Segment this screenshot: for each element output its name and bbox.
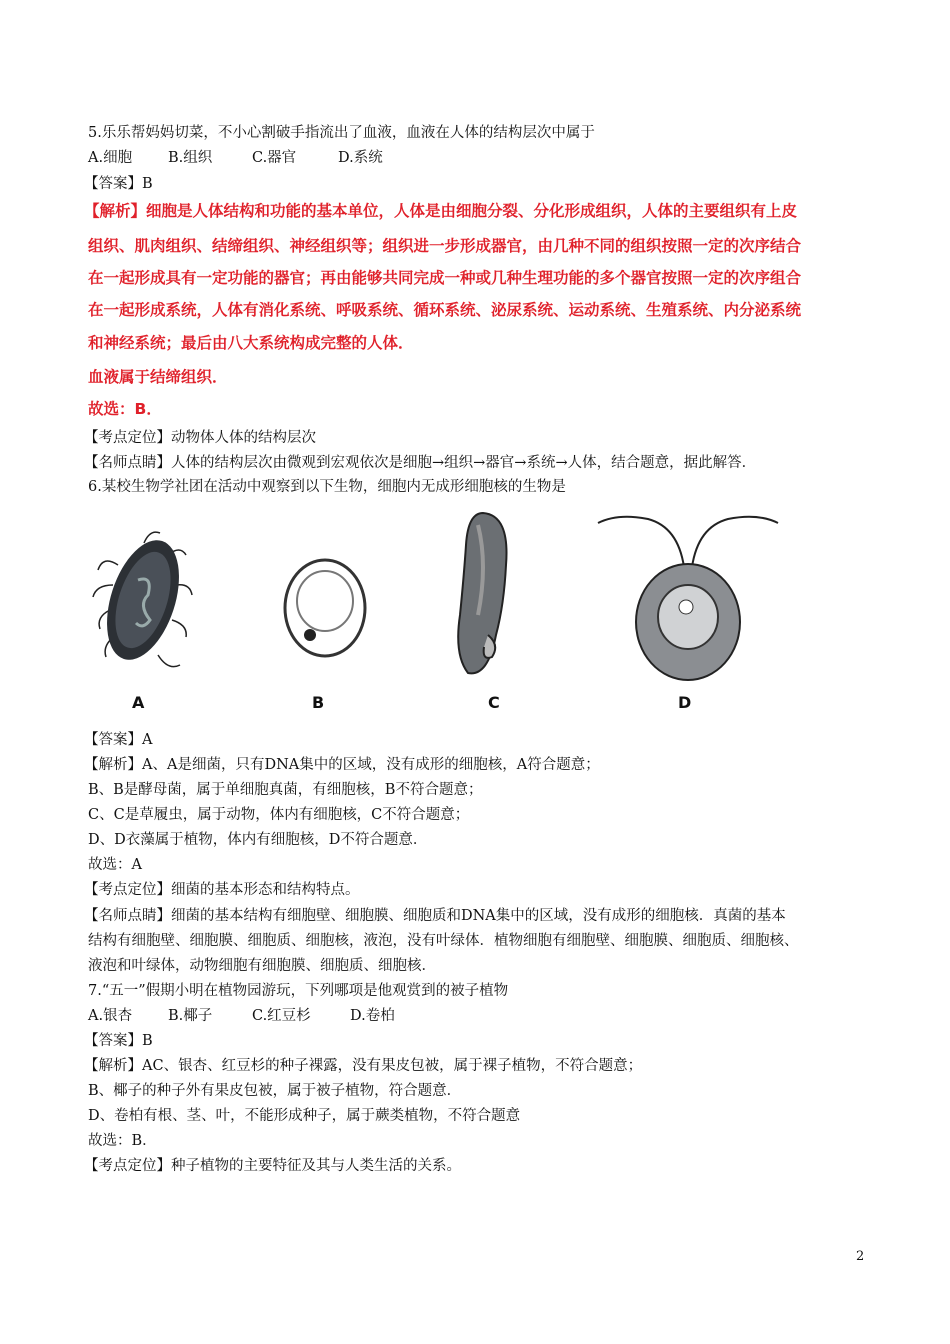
q6-stem: 6.某校生物学社团在活动中观察到以下生物，细胞内无成形细胞核的生物是 — [88, 479, 566, 495]
q5-analysis-line-4: 在一起形成系统，人体有消化系统、呼吸系统、循环系统、泌尿系统、运动系统、生殖系统、内分泌系统 — [88, 301, 802, 319]
figure-label-d: D — [678, 693, 692, 712]
q5-analysis-line-6: 血液属于结缔组织． — [88, 368, 228, 386]
q7-option-a: A.银杏 — [88, 1008, 133, 1024]
yeast-image — [280, 553, 370, 663]
chlamydomonas-image — [588, 507, 788, 687]
q5-option-b: B.组织 — [168, 150, 213, 166]
q5-analysis-line-2: 组织、肌肉组织、结缔组织、神经组织等；组织进一步形成器官，由几种不同的组织按照一定的次序结合 — [88, 237, 802, 255]
q7-options — [88, 1006, 395, 1026]
q6-analysis-line-2: B、B是酵母菌，属于单细胞真菌，有细胞核，B不符合题意； — [88, 782, 483, 798]
q5-stem: 5.乐乐帮妈妈切菜，不小心割破手指流出了血液，血液在人体的结构层次中属于 — [88, 125, 595, 141]
q5-analysis-line-5: 和神经系统；最后由八大系统构成完整的人体． — [88, 334, 414, 352]
q7-analysis-line-3: D、卷柏有根、茎、叶，不能形成种子，属于蕨类植物，不符合题意 — [88, 1108, 521, 1124]
q7-option-b: B.椰子 — [168, 1008, 213, 1024]
q5-options — [88, 148, 383, 168]
paramecium-image — [448, 505, 518, 685]
q7-analysis-line-2: B、椰子的种子外有果皮包被，属于被子植物，符合题意． — [88, 1083, 462, 1099]
q6-mingshi-line-2: 结构有细胞壁、细胞膜、细胞质、细胞核，液泡，没有叶绿体．植物细胞有细胞壁、细胞膜、细胞质、细胞核、 — [88, 933, 799, 949]
q6-mingshi-line-3: 液泡和叶绿体，动物细胞有细胞膜、细胞质、细胞核． — [88, 958, 436, 974]
q5-option-d: D.系统 — [338, 150, 383, 166]
figure-label-b: B — [312, 693, 325, 712]
q7-analysis-line-4: 故选：B． — [88, 1133, 157, 1149]
q5-answer: 【答案】B — [84, 176, 153, 192]
q7-analysis-line-1: 【解析】AC、银杏、红豆杉的种子裸露，没有果皮包被，属于裸子植物，不符合题意； — [84, 1058, 643, 1074]
q6-analysis-line-3: C、C是草履虫，属于动物，体内有细胞核，C不符合题意； — [88, 807, 470, 823]
page-number: 2 — [856, 1249, 865, 1264]
q7-answer: 【答案】B — [84, 1033, 153, 1049]
q5-option-c: C.器官 — [252, 150, 297, 166]
q6-analysis-line-1: 【解析】A、A是细菌，只有DNA集中的区域，没有成形的细胞核，A符合题意； — [84, 757, 600, 773]
q6-analysis-line-5: 故选：A — [88, 857, 142, 873]
q5-analysis-line-7: 故选：B． — [88, 400, 162, 418]
q6-kaodian: 【考点定位】细菌的基本形态和结构特点。 — [84, 882, 360, 898]
q5-kaodian: 【考点定位】动物体人体的结构层次 — [84, 430, 316, 446]
q5-mingshi: 【名师点睛】人体的结构层次由微观到宏观依次是细胞→组织→器官→系统→人体，结合题意，据此解答． — [84, 455, 757, 471]
q7-option-d: D.卷柏 — [350, 1008, 395, 1024]
q5-option-a: A.细胞 — [88, 150, 133, 166]
q5-analysis-line-1: 【解析】细胞是人体结构和功能的基本单位，人体是由细胞分裂、分化形成组织，人体的主要组织有上皮 — [84, 202, 798, 220]
figure-label-a: A — [132, 693, 145, 712]
q7-stem: 7.“五一”假期小明在植物园游玩，下列哪项是他观赏到的被子植物 — [88, 983, 509, 999]
q6-analysis-line-4: D、D衣藻属于植物，体内有细胞核，D不符合题意． — [88, 832, 428, 848]
q6-mingshi-line-1: 【名师点睛】细菌的基本结构有细胞壁、细胞膜、细胞质和DNA集中的区域，没有成形的细胞核．真菌的基本 — [84, 908, 786, 924]
q7-option-c: C.红豆杉 — [252, 1008, 311, 1024]
q6-figure — [88, 505, 878, 715]
bacterium-image — [88, 525, 198, 685]
q5-analysis-line-3: 在一起形成具有一定功能的器官；再由能够共同完成一种或几种生理功能的多个器官按照一定的次序组合 — [88, 269, 802, 287]
figure-label-c: C — [488, 693, 500, 712]
q6-answer: 【答案】A — [84, 732, 153, 748]
q7-kaodian: 【考点定位】种子植物的主要特征及其与人类生活的关系。 — [84, 1158, 461, 1174]
